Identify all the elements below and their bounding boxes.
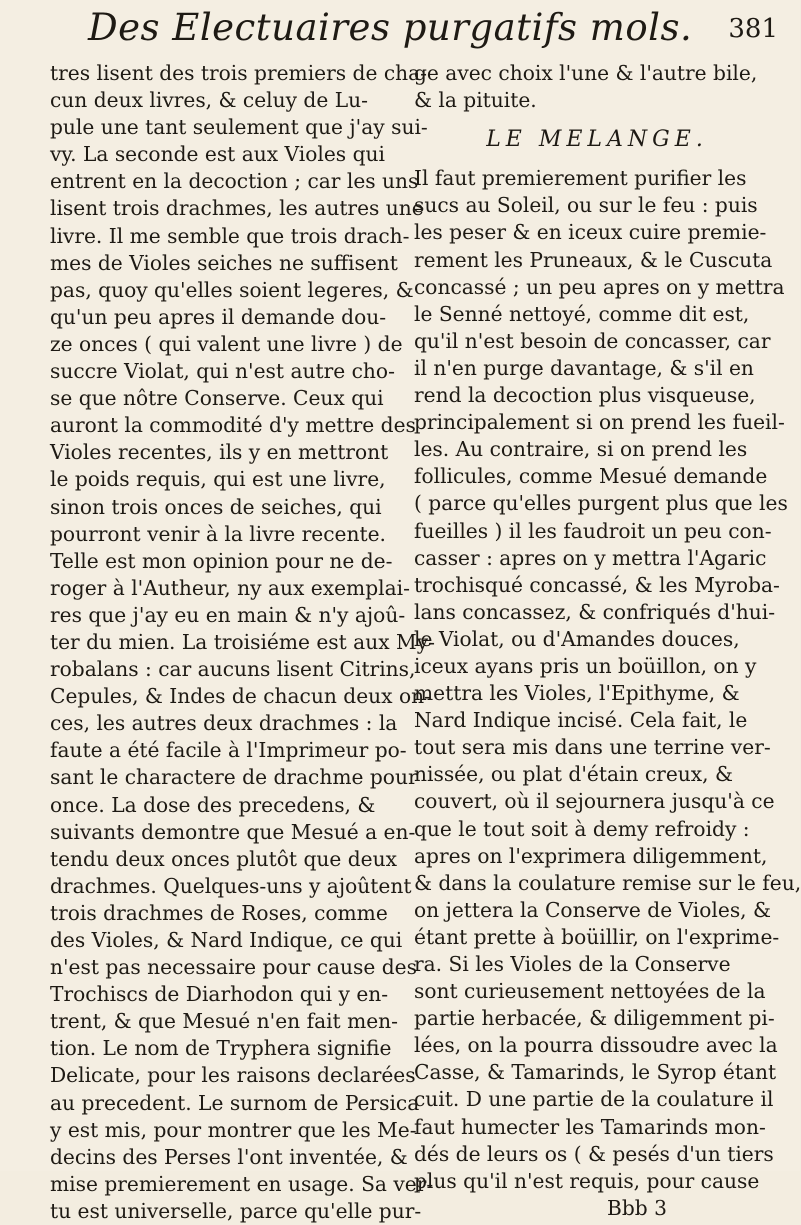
text-line: entrent en la decoction ; car les uns: [50, 169, 419, 194]
text-line: Cepules, & Indes de chacun deux on-: [50, 684, 431, 709]
text-line: ge avec choix l'une & l'autre bile,: [414, 61, 758, 85]
text-line: trent, & que Mesué n'en fait men-: [50, 1009, 398, 1034]
text-line: mettra les Violes, l'Epithyme, &: [414, 681, 740, 706]
running-title: Des Electuaires purgatifs mols.: [88, 6, 693, 49]
text-line: lisent trois drachmes, les autres une: [50, 196, 424, 221]
text-line: Casse, & Tamarinds, le Syrop étant: [414, 1060, 777, 1085]
text-line: robalans : car aucuns lisent Citrins,: [50, 657, 416, 682]
text-line: couvert, où il sejournera jusqu'à ce: [414, 789, 775, 814]
text-line: apres on l'exprimera diligemment,: [414, 843, 768, 868]
text-line: ces, les autres deux drachmes : la: [50, 711, 398, 736]
text-line: decins des Perses l'ont inventée, &: [50, 1144, 408, 1169]
text-line: tion. Le nom de Tryphera signifie: [50, 1036, 392, 1061]
text-line: & dans la coulature remise sur le feu,: [414, 870, 801, 895]
text-line: mes de Violes seiches ne suffisent: [50, 250, 398, 275]
text-line: pule une tant seulement que j'ay sui-: [50, 115, 428, 140]
right-column-body: [414, 165, 801, 1195]
text-line: Nard Indique incisé. Cela fait, le: [414, 708, 748, 733]
text-line: tout sera mis dans une terrine ver-: [414, 735, 771, 760]
text-line: n'est pas necessaire pour cause des: [50, 955, 417, 980]
text-line: livre. Il me semble que trois drach-: [50, 223, 410, 248]
text-line: faute a été facile à l'Imprimeur po-: [50, 738, 407, 763]
section-heading: LE MELANGE.: [486, 127, 708, 153]
right-column-intro: [414, 60, 780, 114]
text-line: le Violat, ou d'Amandes douces,: [414, 626, 740, 651]
text-line: cun deux livres, & celuy de Lu-: [50, 88, 368, 113]
text-line: nissée, ou plat d'étain creux, &: [414, 762, 733, 787]
text-line: se que nôtre Conserve. Ceux qui: [50, 386, 384, 411]
text-line: ze onces ( qui valent une livre ) de: [50, 331, 403, 356]
text-line: ( parce qu'elles purgent plus que les: [414, 491, 788, 516]
text-line: trois drachmes de Roses, comme: [50, 900, 388, 925]
text-line: plus qu'il n'est requis, pour cause: [414, 1168, 760, 1193]
text-line: Violes recentes, ils y en mettront: [50, 440, 389, 465]
text-line: Telle est mon opinion pour ne de-: [50, 548, 393, 573]
text-line: sont curieusement nettoyées de la: [414, 979, 766, 1004]
text-line: rement les Pruneaux, & le Cuscuta: [414, 247, 773, 272]
text-line: sucs au Soleil, ou sur le feu : puis: [414, 193, 758, 218]
text-line: le Senné nettoyé, comme dit est,: [414, 301, 750, 326]
text-line: partie herbacée, & diligemment pi-: [414, 1006, 775, 1031]
text-line: au precedent. Le surnom de Persica: [50, 1090, 420, 1115]
text-line: tu est universelle, parce qu'elle pur-: [50, 1198, 422, 1223]
text-line: concassé ; un peu apres on y mettra: [414, 274, 785, 299]
text-line: vy. La seconde est aux Violes qui: [50, 142, 385, 167]
page-number: 381: [728, 14, 778, 44]
page-header: [0, 6, 800, 64]
left-text-column: [50, 60, 435, 1225]
text-line: ra. Si les Violes de la Conserve: [414, 952, 731, 976]
text-line: que le tout soit à demy refroidy :: [414, 816, 750, 841]
text-line: iceux ayans pris un boüillon, on y: [414, 653, 757, 678]
text-line: ter du mien. La troisiéme est aux My-: [50, 629, 435, 654]
text-line: pas, quoy qu'elles soient legeres, &: [50, 277, 414, 302]
text-line: dés de leurs os ( & pesés d'un tiers: [414, 1141, 774, 1166]
text-line: tres lisent des trois premiers de cha-: [50, 61, 427, 85]
text-line: & la pituite.: [414, 88, 537, 113]
text-line: suivants demontre que Mesué a en-: [50, 819, 416, 844]
signature-mark: Bbb 3: [607, 1195, 667, 1220]
text-line: y est mis, pour montrer que les Me-: [50, 1117, 417, 1142]
right-text-column: [414, 60, 801, 1222]
text-line: mise premierement en usage. Sa ver-: [50, 1171, 434, 1196]
text-line: fueilles ) il les faudroit un peu con-: [414, 518, 772, 543]
text-line: drachmes. Quelques-uns y ajoûtent: [50, 873, 412, 898]
text-line: des Violes, & Nard Indique, ce qui: [50, 928, 403, 952]
text-line: il n'en purge davantage, & s'il en: [414, 355, 754, 380]
text-line: sinon trois onces de seiches, qui: [50, 494, 382, 519]
text-line: follicules, comme Mesué demande: [414, 464, 768, 489]
text-line: res que j'ay eu en main & n'y ajoû-: [50, 602, 406, 627]
text-line: lans concassez, & confriqués d'hui-: [414, 599, 776, 624]
text-line: pourront venir à la livre recente.: [50, 521, 386, 546]
text-line: qu'un peu apres il demande dou-: [50, 304, 387, 329]
text-line: casser : apres on y mettra l'Agaric: [414, 545, 767, 570]
text-line: qu'il n'est besoin de concasser, car: [414, 328, 771, 353]
text-line: lées, on la pourra dissoudre avec la: [414, 1033, 778, 1058]
text-line: les peser & en iceux cuire premie-: [414, 220, 767, 245]
text-line: trochisqué concassé, & les Myroba-: [414, 572, 780, 597]
text-line: tendu deux onces plutôt que deux: [50, 846, 397, 871]
text-line: le poids requis, qui est une livre,: [50, 467, 386, 492]
text-line: on jettera la Conserve de Violes, &: [414, 897, 771, 922]
text-line: Trochiscs de Diarhodon qui y en-: [50, 982, 389, 1007]
text-line: roger à l'Autheur, ny aux exemplai-: [50, 575, 410, 600]
text-line: sant le charactere de drachme pour: [50, 765, 418, 790]
text-line: Il faut premierement purifier les: [414, 166, 747, 191]
text-line: étant prette à boüillir, on l'exprime-: [414, 924, 780, 949]
text-line: faut humecter les Tamarinds mon-: [414, 1114, 766, 1139]
text-line: les. Au contraire, si on prend les: [414, 437, 748, 462]
text-line: auront la commodité d'y mettre des: [50, 413, 416, 438]
text-line: cuit. D une partie de la coulature il: [414, 1087, 774, 1112]
text-line: Delicate, pour les raisons declarées: [50, 1063, 416, 1088]
text-line: once. La dose des precedens, &: [50, 792, 376, 817]
text-line: principalement si on prend les fueil-: [414, 410, 785, 435]
text-line: succre Violat, qui n'est autre cho-: [50, 359, 395, 384]
text-line: rend la decoction plus visqueuse,: [414, 383, 756, 408]
